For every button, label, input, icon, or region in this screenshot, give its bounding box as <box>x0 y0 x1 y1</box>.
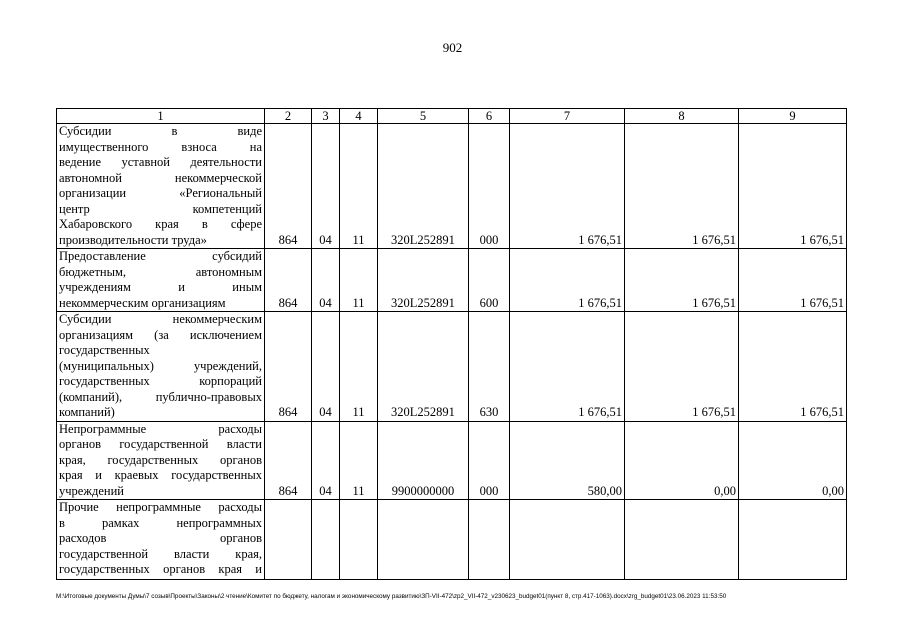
header-row <box>57 109 847 124</box>
section-cell: 04 <box>312 249 340 312</box>
description-line: государственных <box>59 343 150 357</box>
amount-cell-col9: 1 676,51 <box>739 249 847 312</box>
description-line: Субсидии некоммерческим <box>59 312 262 326</box>
description-line: учреждений <box>59 483 124 498</box>
section-cell: 04 <box>312 312 340 422</box>
table-row <box>57 500 847 580</box>
target-article-cell: 320L252891 <box>378 249 469 312</box>
target-article-cell: 320L252891 <box>378 312 469 422</box>
budget-table <box>56 108 847 580</box>
target-article-cell <box>378 500 469 580</box>
description-line: государственных органов края и <box>59 562 262 576</box>
expense-type-cell: 630 <box>469 312 510 422</box>
description-line: Субсидии в виде <box>59 124 262 138</box>
description-line: края, государственных органов <box>59 452 262 467</box>
table-row <box>57 249 847 312</box>
description-line: ведение уставной деятельности <box>59 155 262 169</box>
code-cell <box>265 500 312 580</box>
amount-cell-col9: 1 676,51 <box>739 124 847 249</box>
amount-cell-col7: 1 676,51 <box>510 249 625 312</box>
code-cell: 864 <box>265 249 312 312</box>
description-line: (компаний), публично-правовых <box>59 389 262 404</box>
amount-cell-col8: 1 676,51 <box>625 124 739 249</box>
section-cell: 04 <box>312 421 340 500</box>
file-path-footer: M:\Итоговые документы Думы\7 созыв\Проекты\Законы\2 чтение\Комитет по бюджету, налогам и экономическому развитию\ЗП-VII-472\zp2_VII-472_v230623_budget01(пункт 8, стр.417-1063).docx\zrg_budget01\23.06.2023 11:53:50 <box>56 593 727 600</box>
amount-cell-col9: 1 676,51 <box>739 312 847 422</box>
description-line: Хабаровского края в сфере <box>59 217 262 231</box>
amount-cell-col7: 1 676,51 <box>510 124 625 249</box>
description-line: края и краевых государственных <box>59 468 262 482</box>
header-cell-5: 5 <box>378 109 469 124</box>
description-line: производительности труда» <box>59 232 207 247</box>
amount-cell-col7: 1 676,51 <box>510 312 625 422</box>
header-cell-6: 6 <box>469 109 510 124</box>
description-line: Прочие непрограммные расходы <box>59 500 262 514</box>
amount-cell-col9 <box>739 500 847 580</box>
amount-cell-col8: 0,00 <box>625 421 739 500</box>
header-cell-8: 8 <box>625 109 739 124</box>
description-line: Непрограммные расходы <box>59 421 262 436</box>
description-line: некоммерческим организациям <box>59 295 226 310</box>
description-line: организации «Региональный <box>59 186 262 200</box>
header-cell-7: 7 <box>510 109 625 124</box>
description-line: (муниципальных) учреждений, <box>59 358 262 373</box>
description-line: центр компетенций <box>59 201 262 216</box>
target-article-cell: 320L252891 <box>378 124 469 249</box>
subsection-cell: 11 <box>340 124 378 249</box>
page-number: 902 <box>442 40 463 55</box>
description-cell <box>57 249 265 312</box>
table-row <box>57 312 847 422</box>
target-article-cell: 9900000000 <box>378 421 469 500</box>
amount-cell-col8: 1 676,51 <box>625 249 739 312</box>
header-cell-3: 3 <box>312 109 340 124</box>
description-cell <box>57 124 265 249</box>
description-line: в рамках непрограммных <box>59 515 262 530</box>
amount-cell-col8 <box>625 500 739 580</box>
expense-type-cell: 000 <box>469 124 510 249</box>
description-line: органов государственной власти <box>59 437 262 451</box>
description-line: компаний) <box>59 405 115 419</box>
header-cell-1: 1 <box>57 109 265 124</box>
description-line: Предоставление субсидий <box>59 249 262 263</box>
description-line: организациям (за исключением <box>59 327 262 342</box>
description-cell <box>57 421 265 500</box>
description-line: имущественного взноса на <box>59 139 262 154</box>
code-cell: 864 <box>265 312 312 422</box>
amount-cell-col9: 0,00 <box>739 421 847 500</box>
amount-cell-col8: 1 676,51 <box>625 312 739 422</box>
section-cell <box>312 500 340 580</box>
description-cell <box>57 312 265 422</box>
code-cell: 864 <box>265 124 312 249</box>
expense-type-cell: 600 <box>469 249 510 312</box>
subsection-cell: 11 <box>340 249 378 312</box>
expense-type-cell: 000 <box>469 421 510 500</box>
amount-cell-col7 <box>510 500 625 580</box>
expense-type-cell <box>469 500 510 580</box>
description-line: бюджетным, автономным <box>59 264 262 279</box>
description-line: автономной некоммерческой <box>59 170 262 185</box>
description-line: учреждениям и иным <box>59 280 262 294</box>
subsection-cell: 11 <box>340 312 378 422</box>
table-row <box>57 124 847 249</box>
section-cell: 04 <box>312 124 340 249</box>
subsection-cell <box>340 500 378 580</box>
code-cell: 864 <box>265 421 312 500</box>
description-cell <box>57 500 265 580</box>
header-cell-9: 9 <box>739 109 847 124</box>
header-cell-2: 2 <box>265 109 312 124</box>
amount-cell-col7: 580,00 <box>510 421 625 500</box>
table-row <box>57 421 847 500</box>
header-cell-4: 4 <box>340 109 378 124</box>
description-line: расходов органов <box>59 531 262 545</box>
subsection-cell: 11 <box>340 421 378 500</box>
description-line: государственных корпораций <box>59 374 262 388</box>
description-line: государственной власти края, <box>59 546 262 561</box>
